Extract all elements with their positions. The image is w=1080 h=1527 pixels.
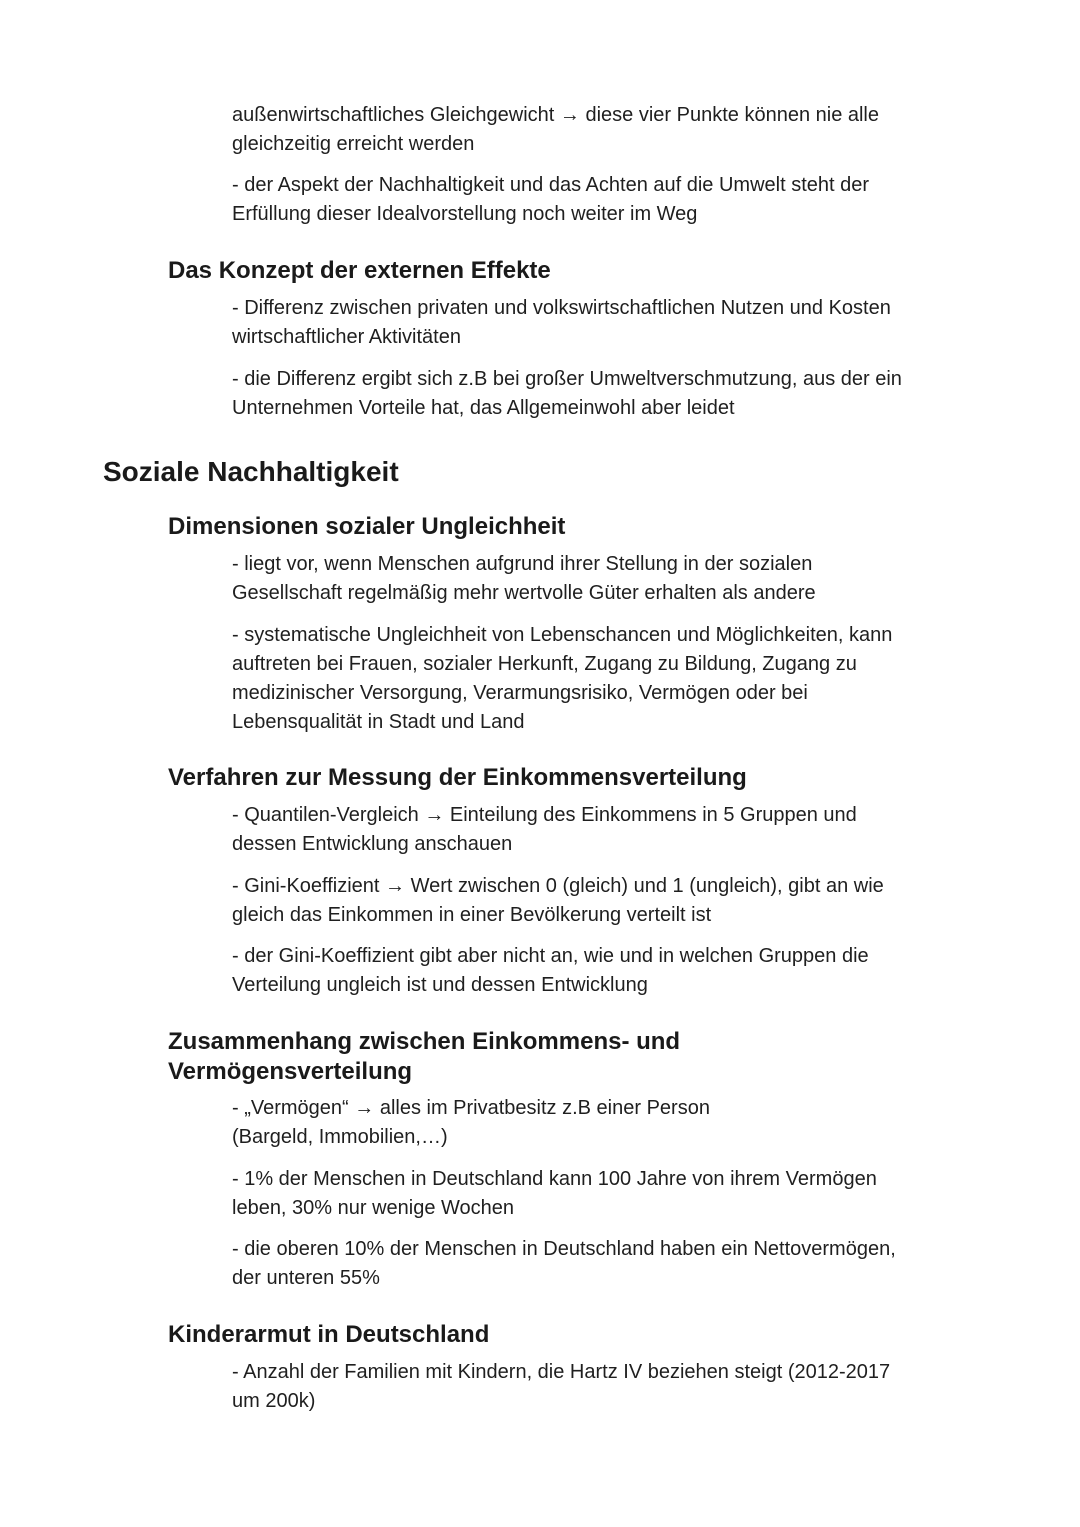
heading-dimensionen-ungleichheit: Dimensionen sozialer Ungleichheit [168,513,566,540]
paragraph-dimensionen-definition: - liegt vor, wenn Menschen aufgrund ihrer Stellung in der sozialen Gesellschaft regelmäßig mehr wertvolle Güter erhalten als andere [232,553,816,604]
heading-soziale-nachhaltigkeit: Soziale Nachhaltigkeit [103,456,399,487]
paragraph-externe-differenz: - Differenz zwischen privaten und volkswirtschaftlichen Nutzen und Kosten wirtschaftlicher Aktivitäten [232,297,891,348]
heading-externe-effekte: Das Konzept der externen Effekte [168,257,551,284]
paragraph-externe-beispiel: - die Differenz ergibt sich z.B bei großer Umweltverschmutzung, aus der ein Unternehmen Vorteile hat, das Allgemeinwohl aber leidet [232,368,902,419]
heading-verfahren-messung: Verfahren zur Messung der Einkommensverteilung [168,764,747,791]
paragraph-intro-nachhaltigkeit: - der Aspekt der Nachhaltigkeit und das Achten auf die Umwelt steht der Erfüllung dieser Idealvorstellung noch weiter im Weg [232,174,870,225]
paragraph-zusammenhang-vermoegen: - „Vermögen“ → alles im Privatbesitz z.B einer Person (Bargeld, Immobilien,…) [232,1097,710,1148]
paragraph-kinderarmut-hartz: - Anzahl der Familien mit Kindern, die Hartz IV beziehen steigt (2012-2017 um 200k) [232,1361,891,1412]
paragraph-zusammenhang-prozent: - 1% der Menschen in Deutschland kann 100 Jahre von ihrem Vermögen leben, 30% nur wenige Wochen [232,1168,877,1219]
paragraph-intro-gleichgewicht: außenwirtschaftliches Gleichgewicht → diese vier Punkte können nie alle gleichzeitig erreicht werden [232,104,880,155]
paragraph-verfahren-quantilen: - Quantilen-Vergleich → Einteilung des Einkommens in 5 Gruppen und dessen Entwicklung anschauen [232,804,857,855]
paragraph-dimensionen-systematisch: - systematische Ungleichheit von Lebenschancen und Möglichkeiten, kann auftreten bei Frauen, sozialer Herkunft, Zugang zu Bildung, Zugang zu medizinischer Versorgung, Verarmungsrisiko, Vermögen oder bei Lebensqualität in Stadt und Land [232,624,893,733]
paragraph-zusammenhang-nettovermoegen: - die oberen 10% der Menschen in Deutschland haben ein Nettovermögen, der unteren 55% [232,1238,896,1289]
paragraph-verfahren-gini-grenzen: - der Gini-Koeffizient gibt aber nicht an, wie und in welchen Gruppen die Verteilung ungleich ist und dessen Entwicklung [232,945,869,996]
paragraph-verfahren-gini: - Gini-Koeffizient → Wert zwischen 0 (gleich) und 1 (ungleich), gibt an wie gleich das Einkommen in einer Bevölkerung verteilt ist [232,875,884,926]
heading-kinderarmut: Kinderarmut in Deutschland [168,1321,490,1348]
heading-zusammenhang-verteilung: Zusammenhang zwischen Einkommens- und Vermögensverteilung [168,1028,681,1085]
